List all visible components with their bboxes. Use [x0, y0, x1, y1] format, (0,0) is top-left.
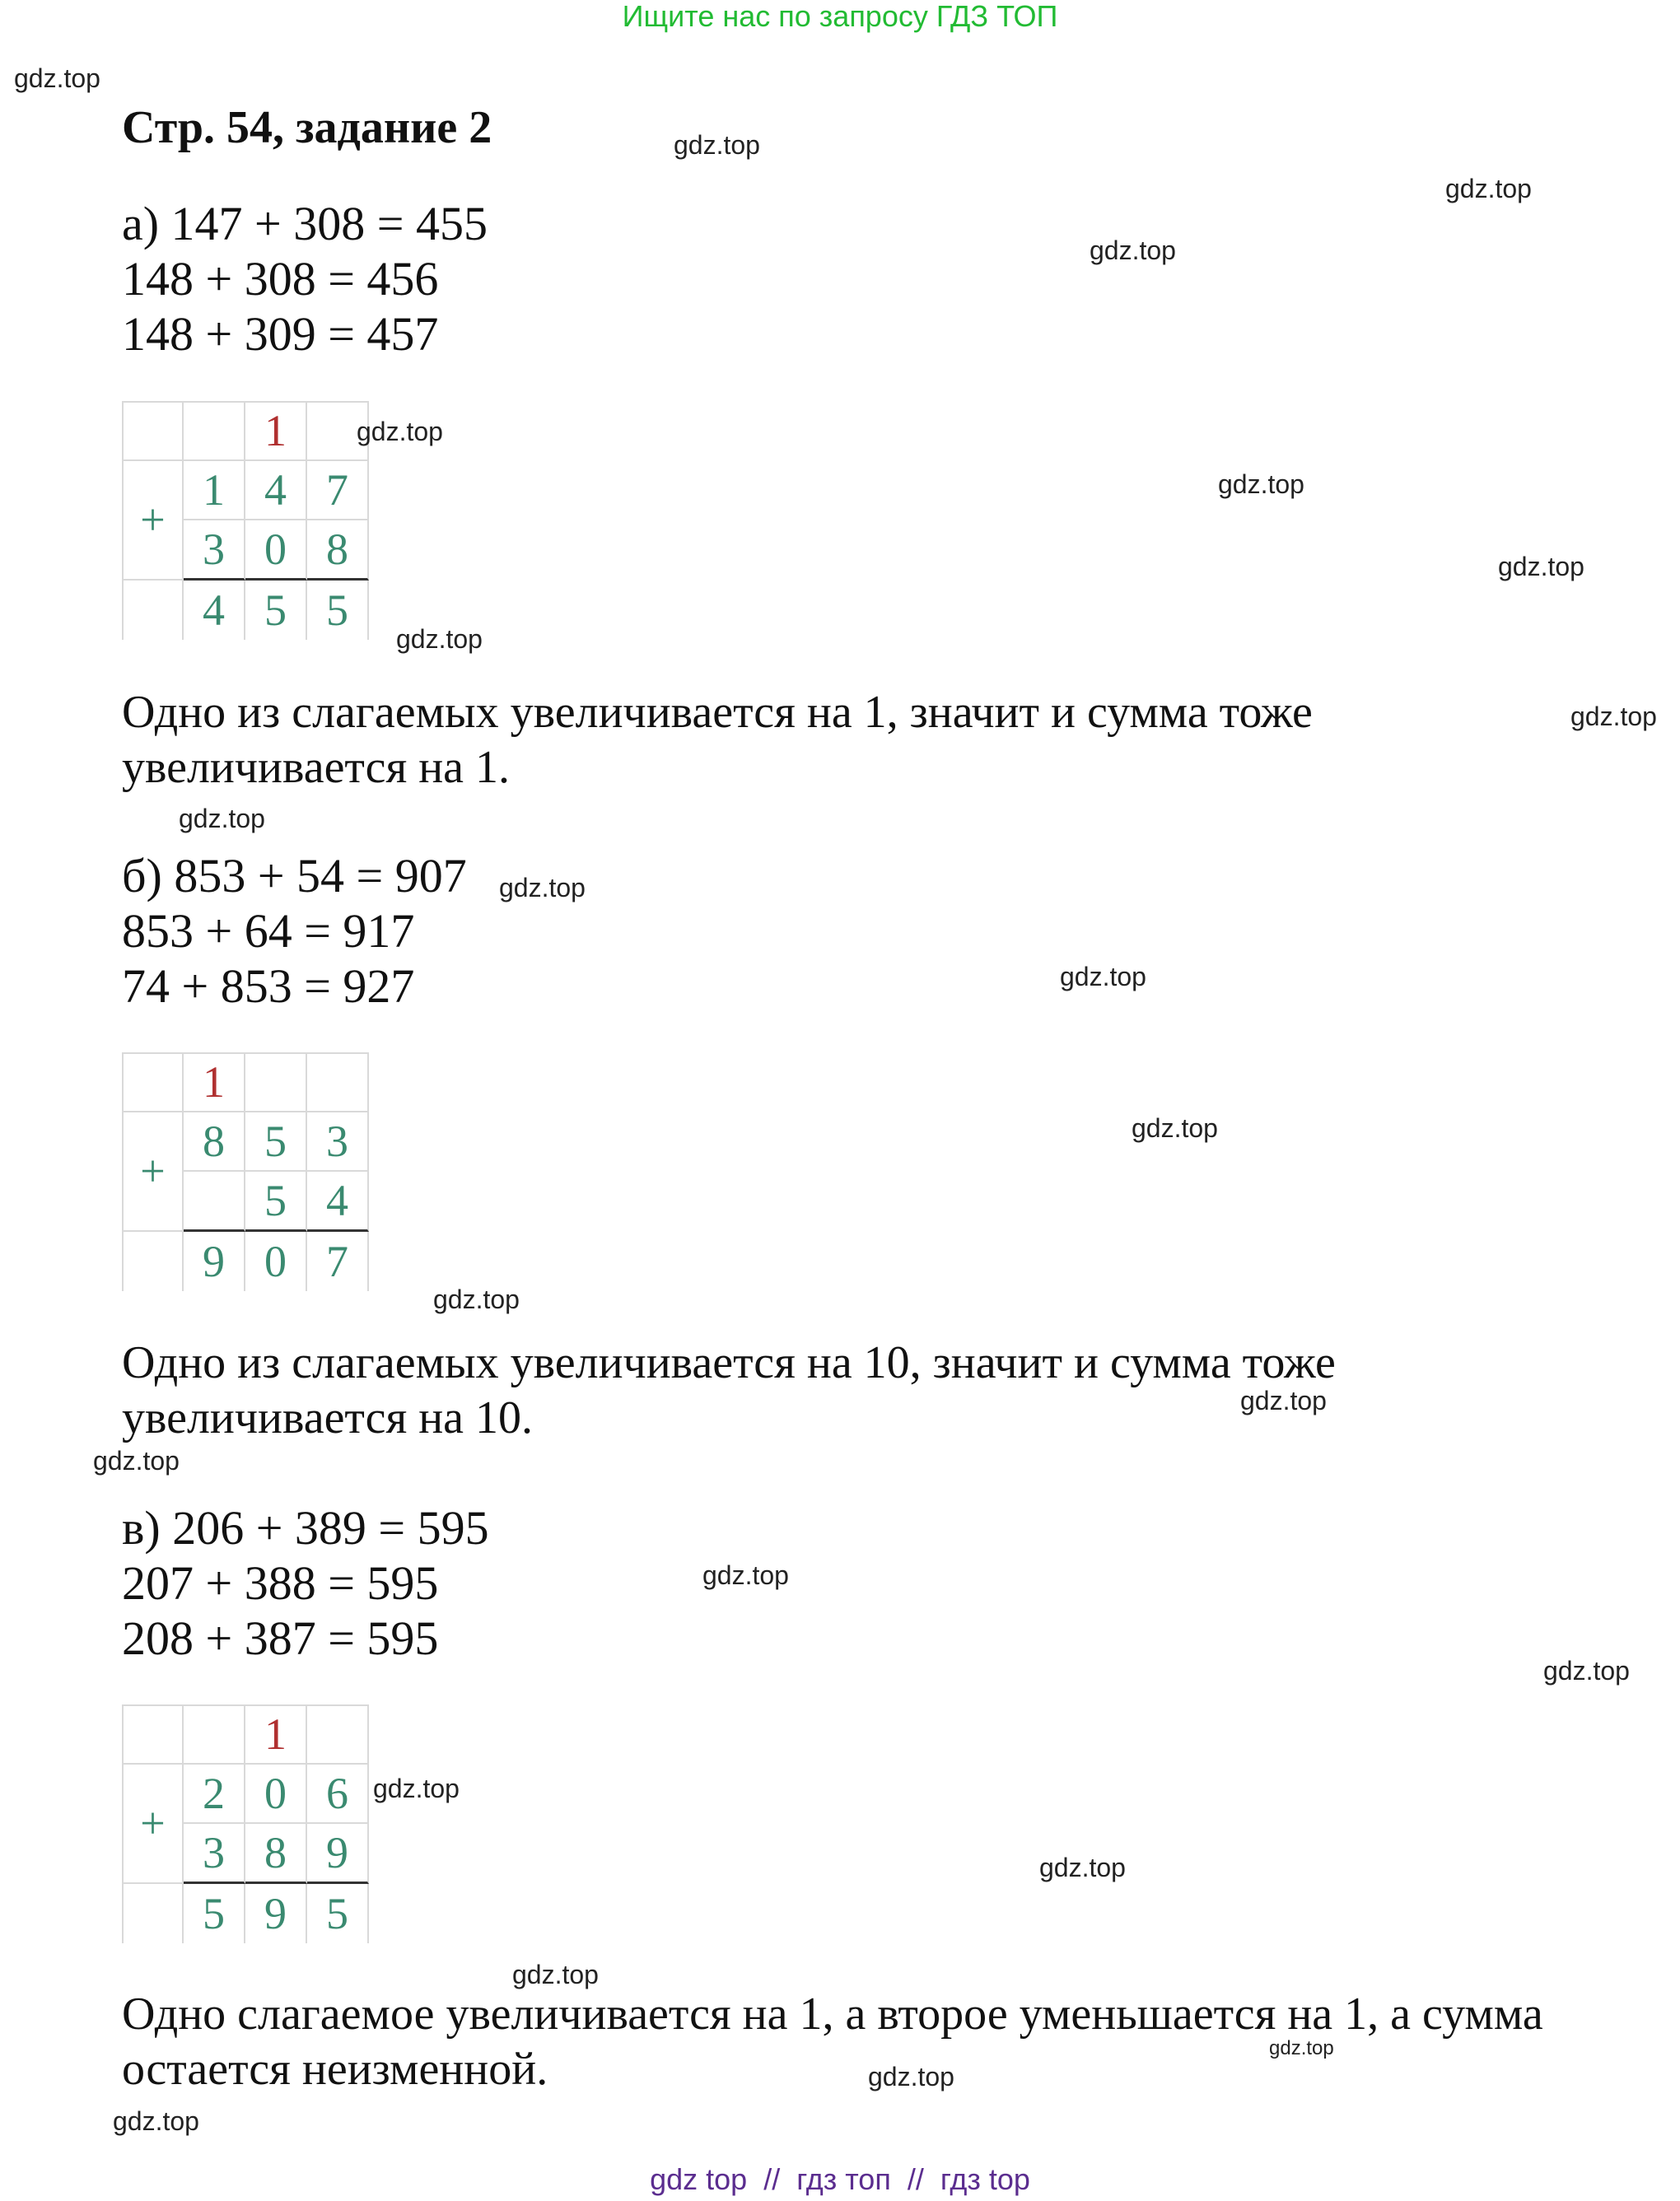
grid-cell	[122, 1232, 184, 1292]
addend1-digit: 3	[307, 1112, 369, 1173]
sum-digit: 9	[184, 1232, 245, 1292]
addend2-digit	[184, 1172, 245, 1232]
sum-digit: 5	[307, 1884, 369, 1944]
watermark: gdz.top	[1570, 702, 1657, 731]
addend2-digit: 9	[307, 1824, 369, 1884]
carry-digit: 1	[184, 1052, 245, 1112]
carry-digit	[307, 1052, 369, 1112]
addend1-digit: 6	[307, 1765, 369, 1825]
grid-cell	[122, 401, 184, 461]
watermark: gdz.top	[357, 417, 443, 446]
addend1-digit: 7	[307, 461, 369, 521]
watermark: gdz.top	[1218, 469, 1304, 499]
watermark: gdz.top	[702, 1560, 789, 1590]
grid-cell	[122, 1052, 184, 1112]
sum-digit: 0	[245, 1232, 307, 1292]
explanation-a-line-2: увеличивается на 1.	[122, 742, 511, 793]
addend1-digit: 4	[245, 461, 307, 521]
grid-cell	[122, 1704, 184, 1765]
sum-digit: 7	[307, 1232, 369, 1292]
equation-a-3: 148 + 309 = 457	[122, 307, 439, 361]
equation-a-1: а) 147 + 308 = 455	[122, 197, 488, 250]
addend2-digit: 3	[184, 1824, 245, 1884]
sum-digit: 9	[245, 1884, 307, 1944]
explanation-c-line-1: Одно слагаемое увеличивается на 1, а второе уменьшается на 1, а сумма	[122, 1989, 1543, 2040]
watermark: gdz.top	[1132, 1113, 1218, 1143]
watermark: gdz.top	[1060, 962, 1146, 991]
watermark: gdz.top	[93, 1446, 180, 1476]
watermark: gdz.top	[674, 130, 760, 160]
watermark: gdz.top	[113, 2106, 199, 2136]
equation-b-1: б) 853 + 54 = 907	[122, 849, 467, 902]
explanation-b-line-2: увеличивается на 10.	[122, 1392, 534, 1443]
page-title: Стр. 54, задание 2	[122, 102, 492, 153]
watermark: gdz.top	[433, 1285, 520, 1314]
watermark: gdz.top	[868, 2062, 954, 2091]
addend1-digit: 1	[184, 461, 245, 521]
sum-digit: 5	[307, 581, 369, 641]
addend1-digit: 2	[184, 1765, 245, 1825]
footer-banner: gdz top // гдз топ // гдз top	[650, 2162, 1030, 2196]
carry-digit: 1	[245, 1704, 307, 1765]
carry-digit: 1	[245, 401, 307, 461]
grid-cell	[122, 581, 184, 641]
column-addition-b	[122, 1052, 369, 1291]
watermark: gdz.top	[373, 1774, 460, 1803]
watermark: gdz.top	[1269, 2037, 1334, 2059]
addend2-digit: 8	[245, 1824, 307, 1884]
equation-b-3: 74 + 853 = 927	[122, 959, 415, 1013]
watermark: gdz.top	[14, 63, 100, 93]
watermark: gdz.top	[1445, 174, 1532, 203]
plus-sign: +	[122, 1112, 184, 1232]
plus-sign: +	[122, 1765, 184, 1884]
addend2-digit: 5	[245, 1172, 307, 1232]
explanation-a-line-1: Одно из слагаемых увеличивается на 1, значит и сумма тоже	[122, 687, 1313, 738]
sum-digit: 4	[184, 581, 245, 641]
watermark: gdz.top	[1498, 552, 1584, 581]
addend1-digit: 0	[245, 1765, 307, 1825]
column-addition-c	[122, 1704, 369, 1943]
equation-c-2: 207 + 388 = 595	[122, 1556, 439, 1610]
watermark: gdz.top	[1090, 235, 1176, 265]
equation-b-2: 853 + 64 = 917	[122, 904, 415, 958]
addend1-digit: 5	[245, 1112, 307, 1173]
addend1-digit: 8	[184, 1112, 245, 1173]
grid-cell	[122, 1884, 184, 1944]
carry-digit	[245, 1052, 307, 1112]
column-addition-a	[122, 401, 369, 640]
explanation-b-line-1: Одно из слагаемых увеличивается на 10, значит и сумма тоже	[122, 1337, 1336, 1388]
sum-digit: 5	[245, 581, 307, 641]
watermark: gdz.top	[499, 873, 586, 902]
watermark: gdz.top	[512, 1960, 599, 1989]
addend2-digit: 3	[184, 520, 245, 581]
carry-digit	[184, 401, 245, 461]
addend2-digit: 8	[307, 520, 369, 581]
top-banner: Ищите нас по запросу ГДЗ ТОП	[622, 0, 1058, 33]
sum-digit: 5	[184, 1884, 245, 1944]
watermark: gdz.top	[1039, 1853, 1126, 1882]
plus-sign: +	[122, 461, 184, 581]
equation-c-3: 208 + 387 = 595	[122, 1611, 439, 1665]
explanation-c-line-2: остается неизменной.	[122, 2044, 548, 2095]
watermark: gdz.top	[1240, 1386, 1327, 1415]
carry-digit	[307, 1704, 369, 1765]
equation-a-2: 148 + 308 = 456	[122, 252, 439, 305]
addend2-digit: 0	[245, 520, 307, 581]
addend2-digit: 4	[307, 1172, 369, 1232]
watermark: gdz.top	[179, 804, 265, 833]
equation-c-1: в) 206 + 389 = 595	[122, 1501, 489, 1555]
watermark: gdz.top	[1543, 1656, 1630, 1686]
watermark: gdz.top	[396, 624, 483, 654]
carry-digit	[184, 1704, 245, 1765]
